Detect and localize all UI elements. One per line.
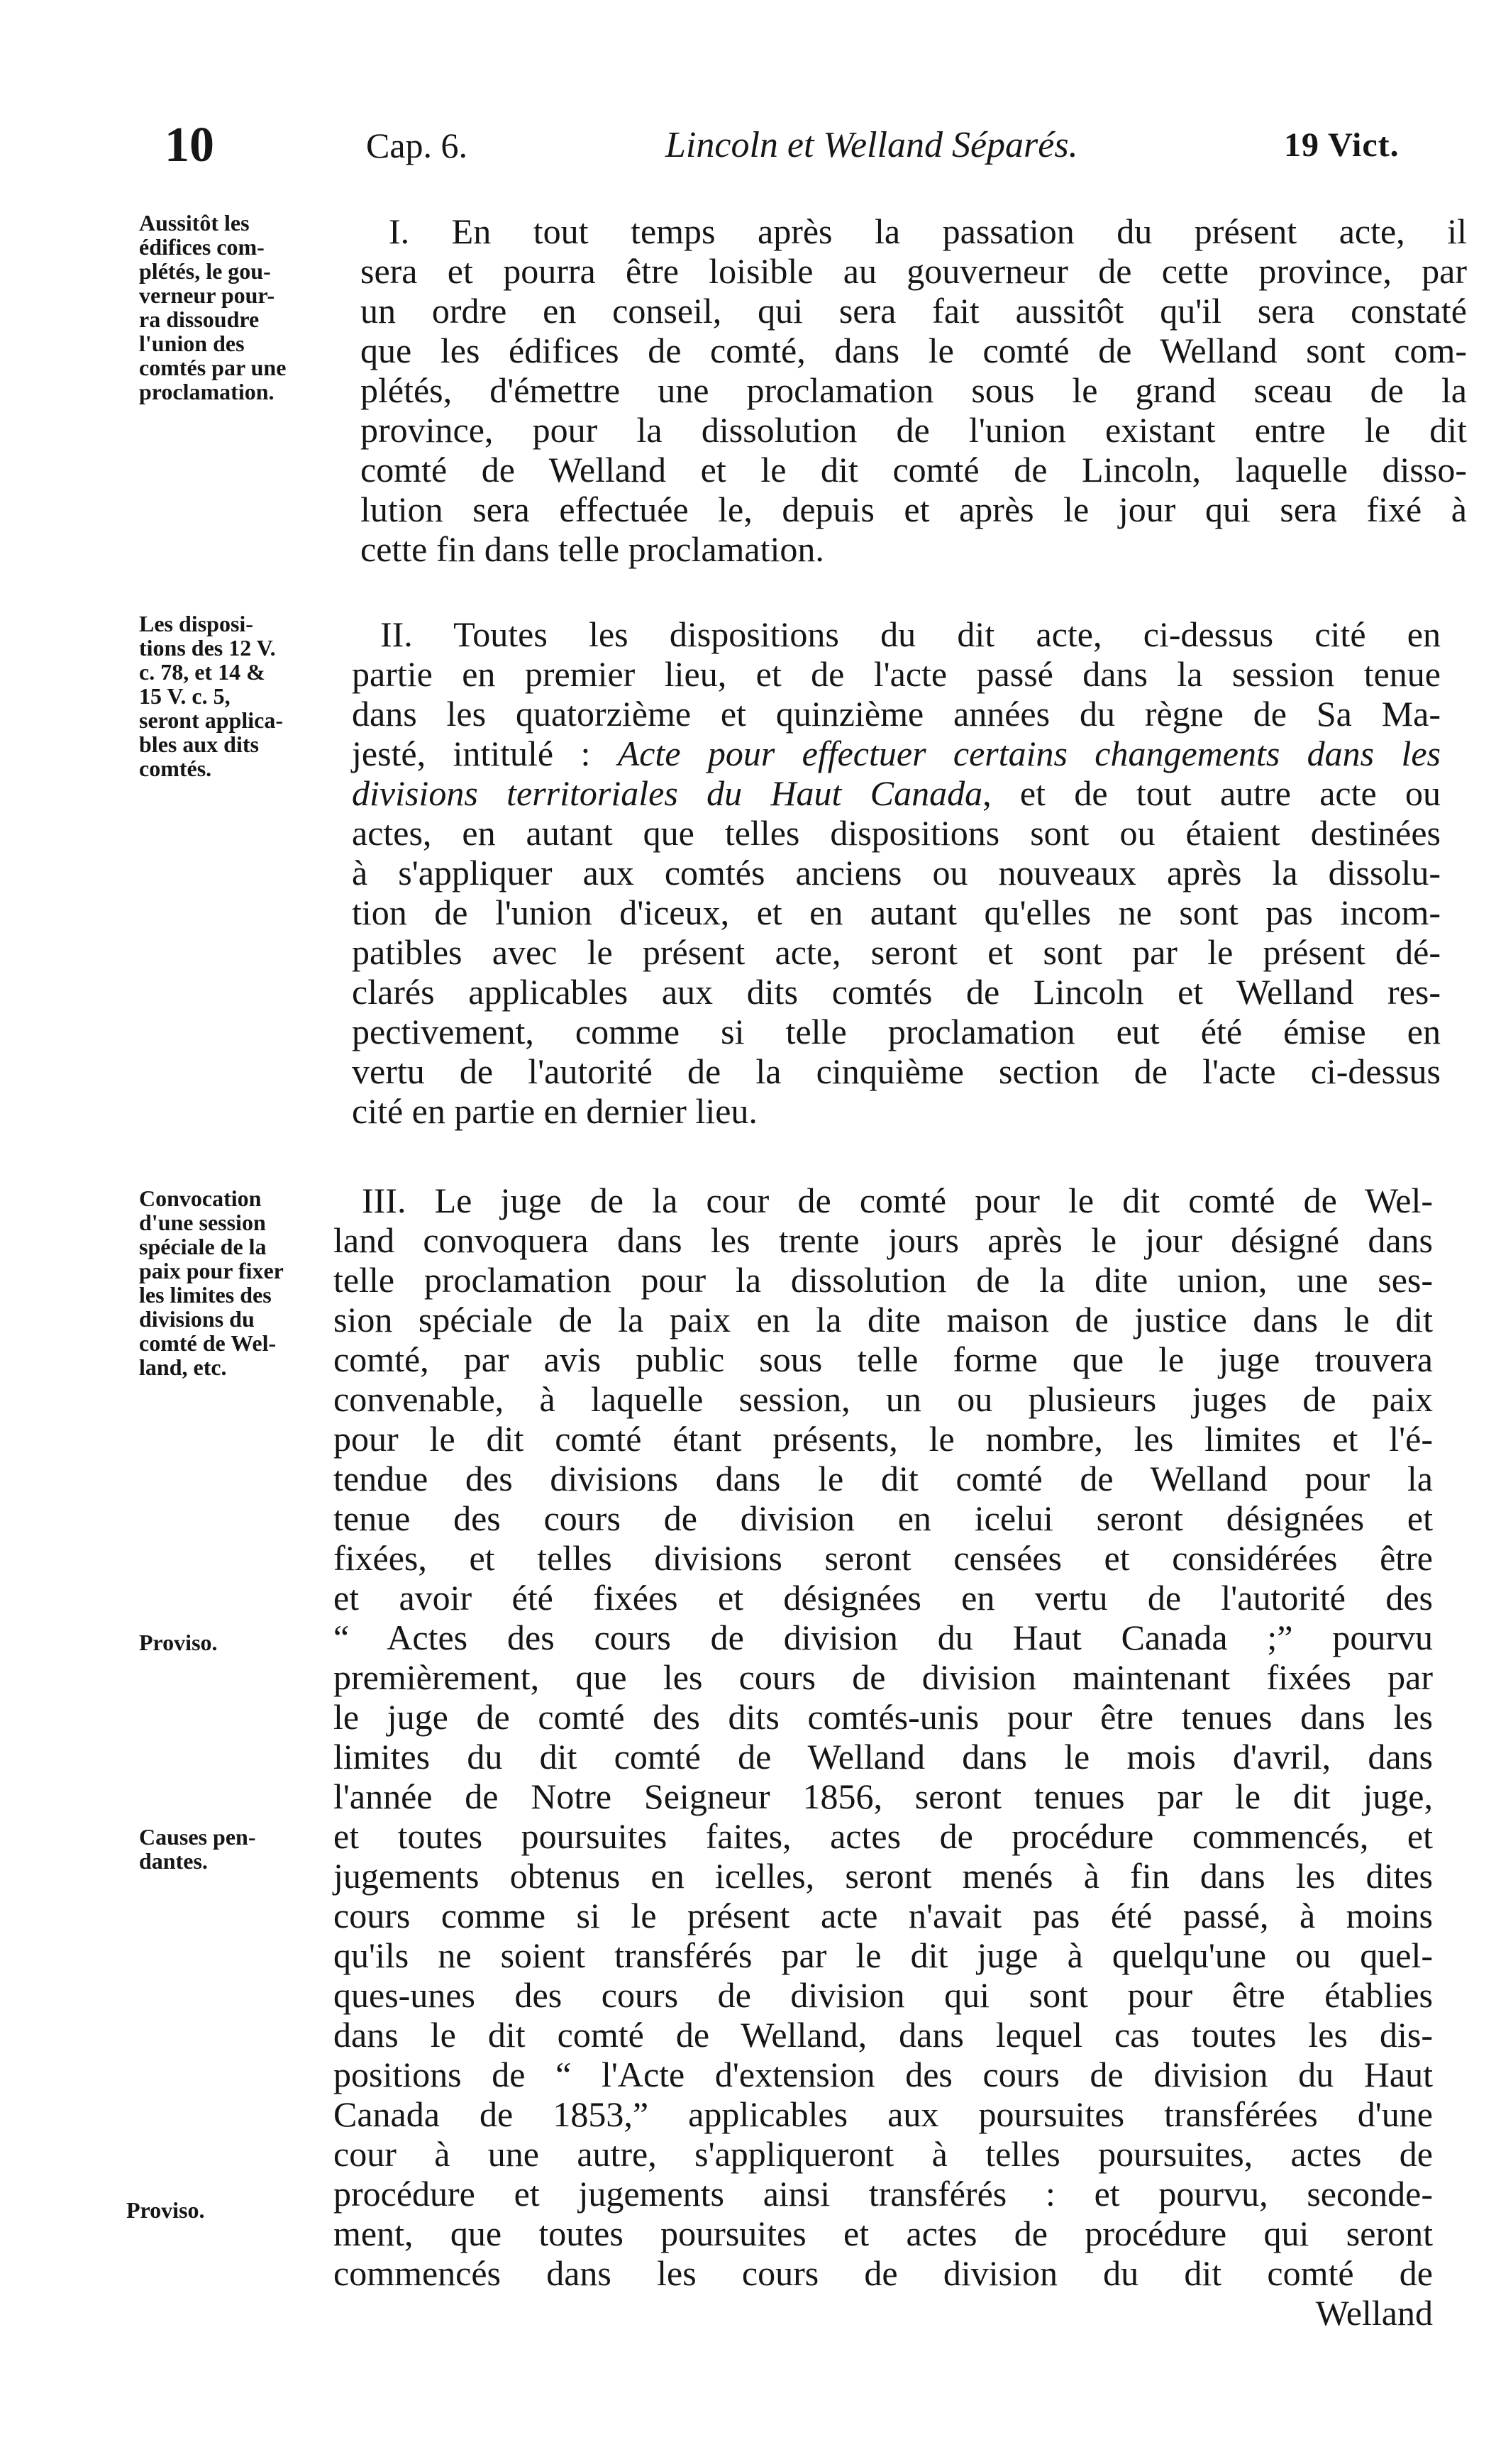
running-title: Lincoln et Welland Séparés. xyxy=(665,125,1078,165)
text-line: le juge de comté des dits comtés-unis pour être tenues dans les xyxy=(333,1697,1433,1737)
text-line: patibles avec le présent acte, seront et sont par le présent dé- xyxy=(352,932,1441,972)
text-line: lution sera effectuée le, depuis et après le jour qui sera fixé à xyxy=(360,490,1467,529)
text-line: III. Le juge de la cour de comté pour le dit comté de Wel- xyxy=(362,1181,1433,1220)
section-3 xyxy=(333,1181,1433,2333)
text-line: commencés dans les cours de division du dit comté de xyxy=(333,2253,1433,2293)
section-1 xyxy=(360,211,1467,569)
text-line: un ordre en conseil, qui sera fait aussitôt qu'il sera constaté xyxy=(360,291,1467,331)
text-line: I. En tout temps après la passation du présent acte, il xyxy=(389,211,1467,251)
margin-note-line: Proviso. xyxy=(126,2197,205,2223)
text-line: limites du dit comté de Welland dans le mois d'avril, dans xyxy=(333,1737,1433,1777)
text-line: ques-unes des cours de division qui sont pour être établies xyxy=(333,1975,1433,2015)
margin-note-line: plétés, le gou- xyxy=(139,258,271,284)
text-line: Canada de 1853,” applicables aux poursuites transférées d'une xyxy=(333,2094,1433,2134)
page-number: 10 xyxy=(165,118,214,172)
text-line: tendue des divisions dans le dit comté de Welland pour la xyxy=(333,1459,1433,1498)
margin-note-line: d'une session xyxy=(139,1210,266,1235)
text-line: sera et pourra être loisible au gouverneur de cette province, par xyxy=(360,251,1467,291)
text-line: pour le dit comté étant présents, le nombre, les limites et l'é- xyxy=(333,1419,1433,1459)
margin-note-line: proclamation. xyxy=(139,379,275,404)
text-line: pectivement, comme si telle proclamation eut été émise en xyxy=(352,1012,1441,1051)
text-line: vertu de l'autorité de la cinquième section de l'acte ci-dessus xyxy=(352,1051,1441,1091)
text-line: cité en partie en dernier lieu. xyxy=(352,1091,758,1131)
text-line: qu'ils ne soient transférés par le dit juge à quelqu'une ou quel- xyxy=(333,1935,1433,1975)
text-line: actes, en autant que telles dispositions sont ou étaient destinées xyxy=(352,813,1441,853)
text-line: land convoquera dans les trente jours après le jour désigné dans xyxy=(333,1220,1433,1260)
act-title: divisions territoriales du Haut Canada xyxy=(352,773,983,813)
text-line: que les édifices de comté, dans le comté de Welland sont com- xyxy=(360,331,1467,370)
text-line xyxy=(352,773,1441,813)
text-line: telle proclamation pour la dissolution de la dite union, une ses- xyxy=(333,1260,1433,1300)
margin-note-line: spéciale de la xyxy=(139,1234,267,1259)
margin-note-line: verneur pour- xyxy=(139,282,275,308)
text-fragment: , et de tout autre acte ou xyxy=(982,773,1441,813)
text-line: l'année de Notre Seigneur 1856, seront tenues par le dit juge, xyxy=(333,1777,1433,1816)
text-line: cette fin dans telle proclamation. xyxy=(360,529,824,569)
catchword: Welland xyxy=(1315,2293,1433,2333)
section-2 xyxy=(352,614,1441,1131)
text-line: procédure et jugements ainsi transférés : et pourvu, seconde- xyxy=(333,2174,1433,2214)
text-line: “ Actes des cours de division du Haut Canada ;” pourvu xyxy=(333,1618,1433,1657)
text-line: cours comme si le présent acte n'avait pas été passé, à moins xyxy=(333,1896,1433,1935)
text-line: clarés applicables aux dits comtés de Lincoln et Welland res- xyxy=(352,972,1441,1012)
margin-note-proviso-second xyxy=(126,2198,360,2222)
margin-note-line: Causes pen- xyxy=(139,1824,256,1850)
margin-note-line: Convocation xyxy=(139,1186,262,1211)
text-line: tenue des cours de division en icelui seront désignées et xyxy=(333,1498,1433,1538)
margin-note-line: comtés. xyxy=(139,756,212,781)
margin-note-line: divisions du xyxy=(139,1306,255,1332)
act-title: Acte pour effectuer certains changements dans les xyxy=(617,734,1441,773)
text-line: convenable, à laquelle session, un ou plusieurs juges de paix xyxy=(333,1379,1433,1419)
text-line: sion spéciale de la paix en la dite maison de justice dans le dit xyxy=(333,1300,1433,1339)
text-line: positions de “ l'Acte d'extension des cours de division du Haut xyxy=(333,2055,1433,2094)
margin-note-line: 15 V. c. 5, xyxy=(139,683,231,709)
margin-note-line: paix pour fixer xyxy=(139,1258,284,1283)
margin-note-line: comté de Wel- xyxy=(139,1330,277,1356)
margin-note-line: Proviso. xyxy=(139,1630,218,1655)
text-line: et toutes poursuites faites, actes de procédure commencés, et xyxy=(333,1816,1433,1856)
text-line: II. Toutes les dispositions du dit acte, ci-dessus cité en xyxy=(380,614,1441,654)
margin-note-line: l'union des xyxy=(139,331,245,356)
margin-note-line: édifices com- xyxy=(139,234,265,260)
text-line: tion de l'union d'iceux, et en autant qu'elles ne sont pas incom- xyxy=(352,893,1441,932)
text-line: à s'appliquer aux comtés anciens ou nouveaux après la dissolu- xyxy=(352,853,1441,893)
margin-note-line: comtés par une xyxy=(139,355,287,380)
text-line: comté, par avis public sous telle forme que le juge trouvera xyxy=(333,1339,1433,1379)
margin-note-line: Aussitôt les xyxy=(139,210,250,236)
margin-note-line: bles aux dits xyxy=(139,731,259,757)
margin-note-line: land, etc. xyxy=(139,1354,227,1380)
margin-note-line: les limites des xyxy=(139,1282,272,1308)
text-line: et avoir été fixées et désignées en vertu de l'autorité des xyxy=(333,1578,1433,1618)
text-line: plétés, d'émettre une proclamation sous le grand sceau de la xyxy=(360,370,1467,410)
margin-note-line: Les disposi- xyxy=(139,611,253,636)
text-line: ment, que toutes poursuites et actes de procédure qui seront xyxy=(333,2214,1433,2253)
margin-note-line: ra dissoudre xyxy=(139,306,260,332)
text-line: premièrement, que les cours de division maintenant fixées par xyxy=(333,1657,1433,1697)
chapter-label: Cap. 6. xyxy=(366,126,468,165)
text-line: comté de Welland et le dit comté de Lincoln, laquelle disso- xyxy=(360,450,1467,490)
margin-note-line: dantes. xyxy=(139,1848,208,1874)
margin-note-line: tions des 12 V. xyxy=(139,635,276,661)
text-line: province, pour la dissolution de l'union existant entre le dit xyxy=(360,410,1467,450)
margin-note-section-1 xyxy=(139,211,373,404)
margin-note-line: seront applica- xyxy=(139,707,283,733)
text-line: dans le dit comté de Welland, dans lequel cas toutes les dis- xyxy=(333,2015,1433,2055)
text-line xyxy=(352,734,1441,773)
text-line: jugements obtenus en icelles, seront menés à fin dans les dites xyxy=(333,1856,1433,1896)
text-line: dans les quatorzième et quinzième années du règne de Sa Ma- xyxy=(352,694,1441,734)
text-line: cour à une autre, s'appliqueront à telles poursuites, actes de xyxy=(333,2134,1433,2174)
text-line: fixées, et telles divisions seront censées et considérées être xyxy=(333,1538,1433,1578)
margin-note-section-2 xyxy=(139,612,373,780)
text-line: partie en premier lieu, et de l'acte passé dans la session tenue xyxy=(352,654,1441,694)
text-fragment: jesté, intitulé : xyxy=(352,734,618,773)
margin-note-line: c. 78, et 14 & xyxy=(139,659,265,685)
regnal-year: 19 Vict. xyxy=(1284,126,1400,164)
